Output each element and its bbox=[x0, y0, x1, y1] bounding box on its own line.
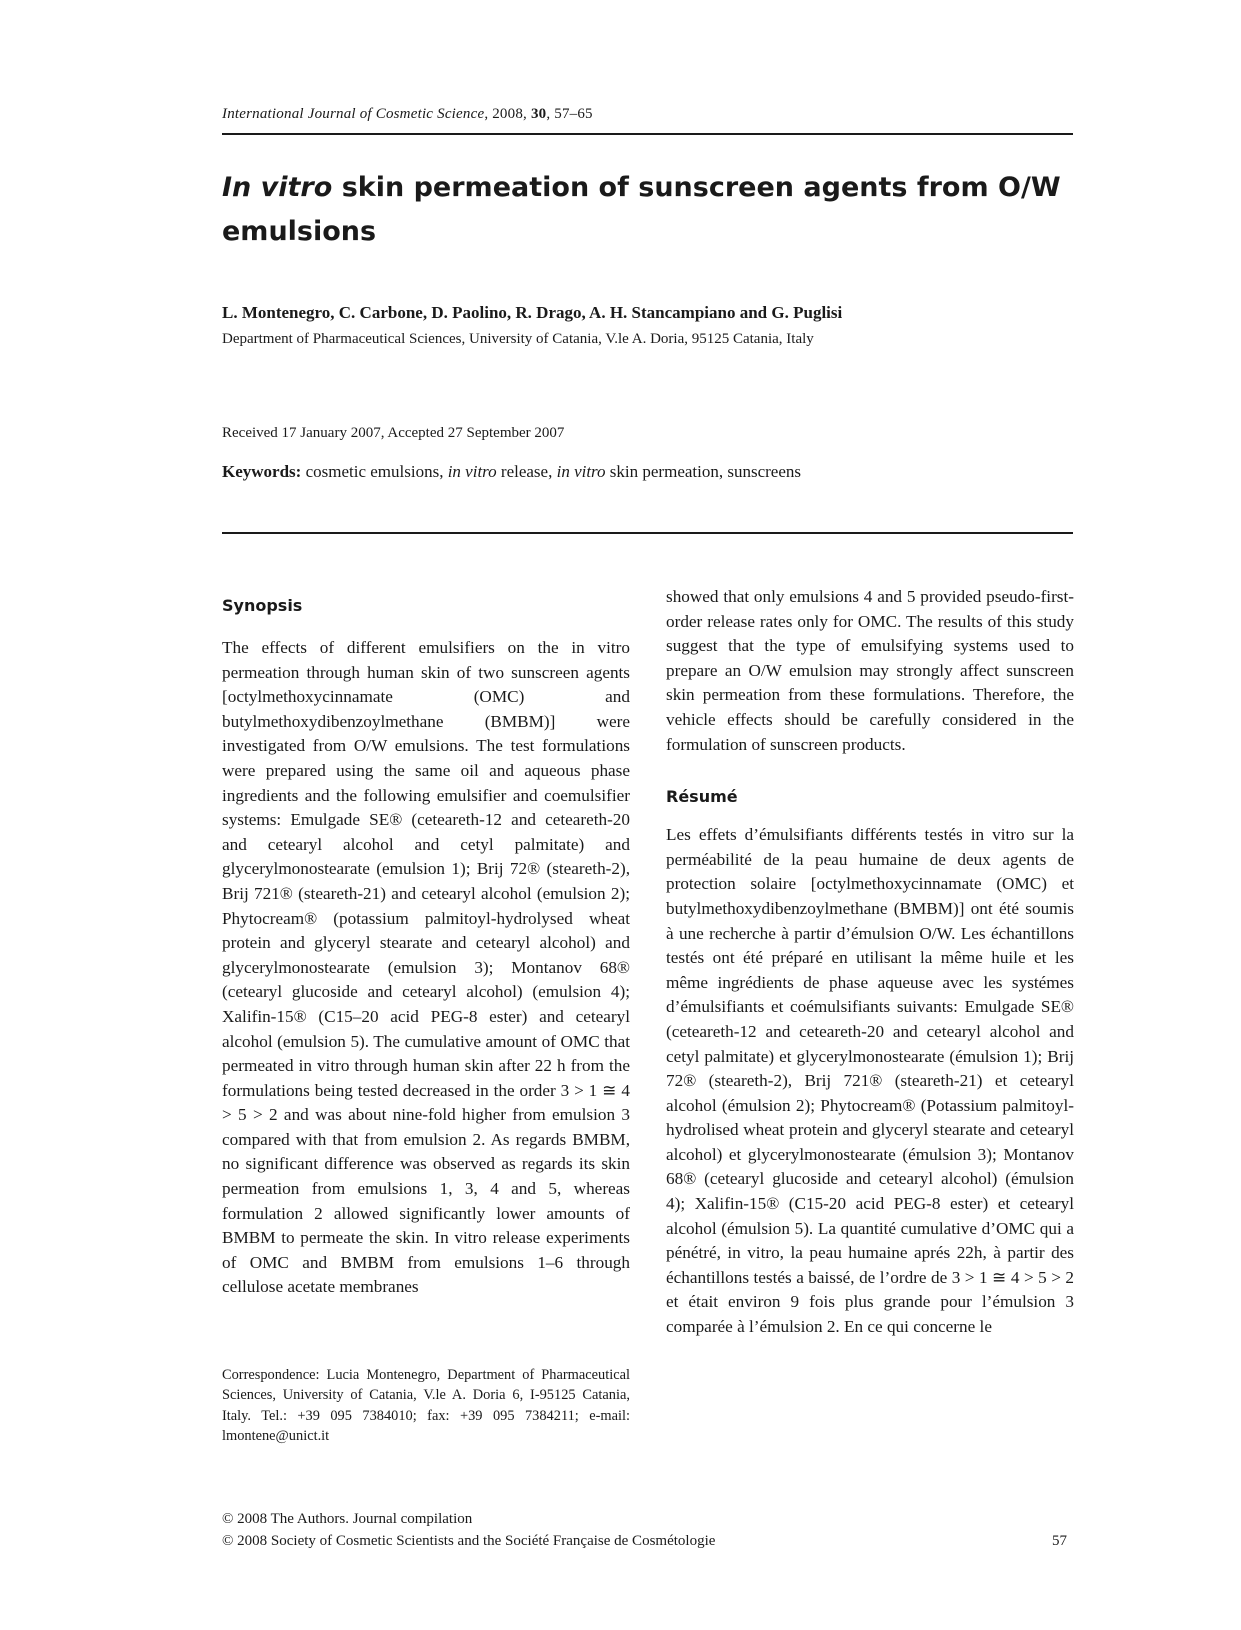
left-column bbox=[222, 594, 630, 1300]
journal-citation: International Journal of Cosmetic Science, 2008, 30, 57–65 bbox=[222, 106, 593, 122]
received-dates: Received 17 January 2007, Accepted 27 September 2007 bbox=[222, 425, 565, 441]
page-number: 57 bbox=[1052, 1533, 1067, 1549]
copyright-line-1: © 2008 The Authors. Journal compilation bbox=[222, 1511, 473, 1527]
correspondence-note: Correspondence: Lucia Montenegro, Department of Pharmaceutical Sciences, University of Catania, V.le A. Doria 6, I-95125 Catania, Italy. Tel.: +39 095 7384010; fax: +39 095 7384211; e-mail: lmontene@unict.it bbox=[222, 1367, 630, 1445]
resume-text: Les effets d’émulsifiants différents testés in vitro sur la perméabilité de la peau humaine de deux agents de protection solaire [octylmethoxycinnamate (OMC) et butylmethoxydibenzoylmethane (BMBM)] ont été soumis à une recherche à partir d’émulsion O/W. Les échantillons testés ont été préparé en utilisant la même huile et les même ingrédients de phase aqueuse avec les systémes d’émulsifiants et coémulsifiants suivants: Emulgade SE® (ceteareth-12 and ceteareth-20 and cetearyl alcohol and cetyl palmitate) et glycerylmonostearate (émulsion 1); Brij 72® (steareth-2), Brij 721® (steareth-21) et cetearyl alcohol (émulsion 2); Phytocream® (Potassium palmitoyl-hydrolised wheat protein and glyceryl stearate and cetearyl alcohol) et glycerylmonostearate (émulsion 3); Montanov 68® (cetearyl glucoside and cetearyl alcohol) (émulsion 4); Xalifin-15® (C15-20 acid PEG-8 ester) et cetearyl alcohol (émulsion 5). La quantité cumulative d’OMC qui a pénétré, in vitro, la peau humaine aprés 22h, à partir des échantillons testés a baissé, de l’ordre de 3 > 1 ≅ 4 > 5 > 2 et était environ 9 fois plus grande pour l’émulsion 3 comparée à l’émulsion 2. En ce qui concerne le bbox=[666, 825, 1074, 1337]
keyword-italic: in vitro bbox=[556, 462, 606, 481]
affiliation: Department of Pharmaceutical Sciences, University of Catania, V.le A. Doria, 95125 Catania, Italy bbox=[222, 331, 814, 347]
resume-heading: Résumé bbox=[666, 787, 738, 807]
keyword-text: release, bbox=[500, 462, 553, 481]
title-italic-part: In vitro bbox=[222, 172, 333, 203]
keywords-label: Keywords: bbox=[222, 462, 302, 481]
article-title bbox=[222, 166, 1073, 254]
title-rest: skin permeation of sunscreen agents from O/W emulsions bbox=[222, 172, 1061, 247]
keyword-text: cosmetic emulsions, bbox=[305, 462, 444, 481]
keywords bbox=[222, 462, 801, 482]
header-rule bbox=[222, 133, 1073, 135]
section-rule bbox=[222, 532, 1073, 534]
synopsis-heading: Synopsis bbox=[222, 596, 303, 615]
journal-year: 2008, bbox=[492, 106, 527, 122]
synopsis-text: The effects of different emulsifiers on the in vitro permeation through human skin of two sunscreen agents [octylmethoxycinnamate (OMC) and butylmethoxydibenzoylmethane (BMBM)] were investigated from O/W emulsions. The test formulations were prepared using the same oil and aqueous phase ingredients and the following emulsifier and coemulsifier systems: Emulgade SE® (ceteareth-12 and ceteareth-20 and cetearyl alcohol and cetyl palmitate) and glycerylmonostearate (emulsion 1); Brij 72® (steareth-2), Brij 721® (steareth-21) and cetearyl alcohol (emulsion 2); Phytocream® (potassium palmitoyl-hydrolysed wheat protein and glyceryl stearate and cetearyl alcohol) and glycerylmonostearate (emulsion 3); Montanov 68® (cetearyl glucoside and cetearyl alcohol) (emulsion 4); Xalifin-15® (C15–20 acid PEG-8 ester) and cetearyl alcohol (emulsion 5). The cumulative amount of OMC that permeated in vitro through human skin after 22 h from the formulations being tested decreased in the order 3 > 1 ≅ 4 > 5 > 2 and was about nine-fold higher from emulsion 3 compared with that from emulsion 2. As regards BMBM, no significant difference was observed as regards its skin permeation from emulsions 1, 3, 4 and 5, whereas formulation 2 allowed significantly lower amounts of BMBM to permeate the skin. In vitro release experiments of OMC and BMBM from emulsions 1–6 through cellulose acetate membranes bbox=[222, 638, 630, 1297]
journal-volume: 30 bbox=[530, 106, 547, 122]
copyright-line-2: © 2008 Society of Cosmetic Scientists and the Société Française de Cosmétologie bbox=[222, 1533, 716, 1549]
journal-name: International Journal of Cosmetic Science bbox=[222, 106, 485, 122]
keyword-italic: in vitro bbox=[447, 462, 497, 481]
right-column bbox=[666, 585, 1074, 1340]
keyword-text: skin permeation, sunscreens bbox=[609, 462, 801, 481]
journal-pages: 57–65 bbox=[554, 106, 593, 122]
synopsis-continuation: showed that only emulsions 4 and 5 provided pseudo-first-order release rates only for OMC. The results of this study suggest that the type of emulsifying systems used to prepare an O/W emulsion may strongly affect sunscreen skin permeation from these formulations. Therefore, the vehicle effects should be carefully considered in the formulation of sunscreen products. bbox=[666, 587, 1074, 754]
author-list: L. Montenegro, C. Carbone, D. Paolino, R. Drago, A. H. Stancampiano and G. Puglisi bbox=[222, 303, 843, 322]
